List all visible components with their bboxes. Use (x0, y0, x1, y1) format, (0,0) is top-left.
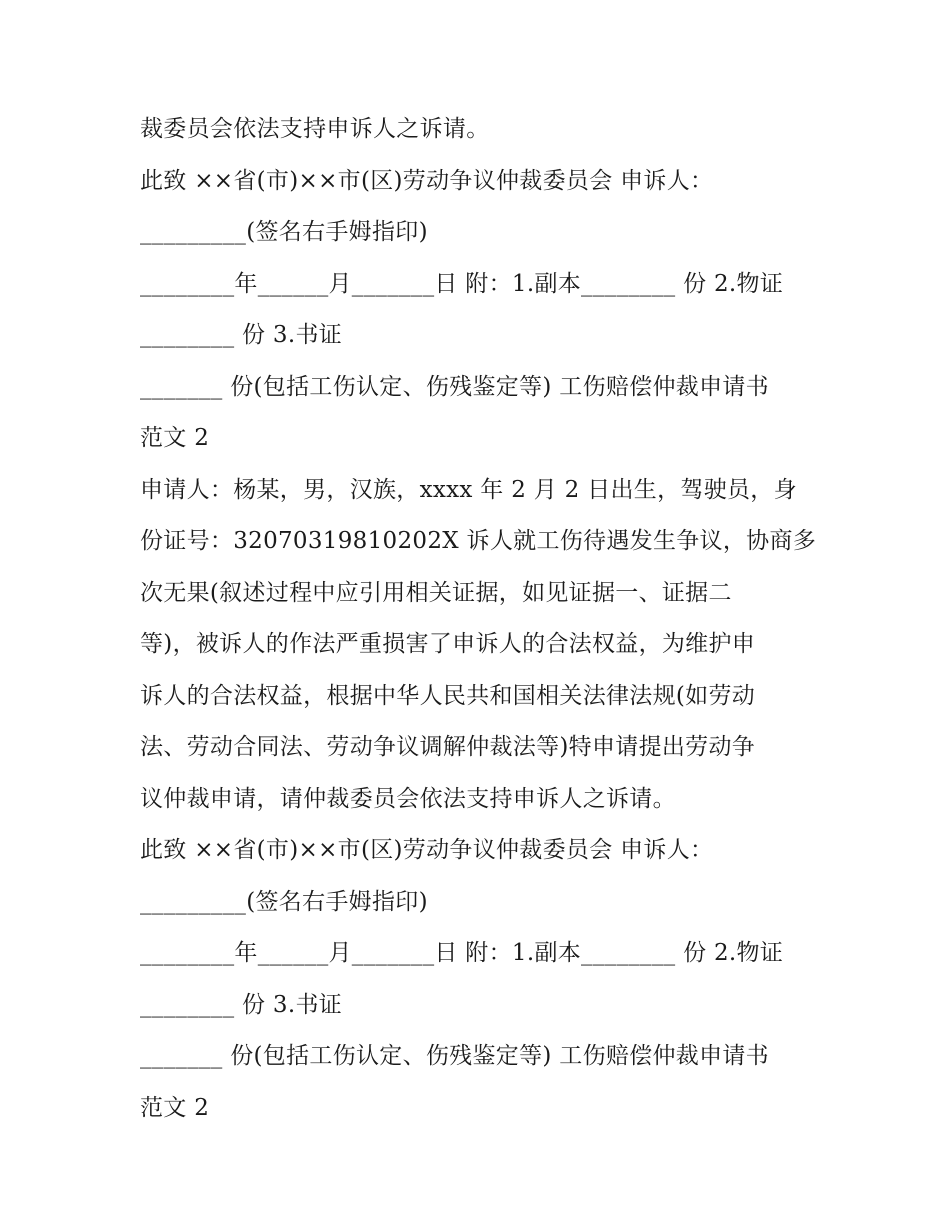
text-line: _________(签名右手姆指印) (140, 219, 428, 245)
text-line: _________(签名右手姆指印) (140, 888, 428, 915)
section-heading: 范文 2 (140, 425, 210, 451)
text-line: 诉人的合法权益，根据中华人民共和国相关法律法规(如劳动 (140, 682, 756, 709)
text-line: _______ 份(包括工伤认定、伤残鉴定等) 工伤赔偿仲裁申请书 (140, 1043, 769, 1069)
text-line: ________ 份 3.书证 (140, 991, 343, 1018)
text-line: 此致 ××省(市)××市(区)劳动争议仲裁委员会 申诉人： (140, 837, 714, 863)
text-line: ________年______月_______日 附：1.副本________ 份 2.物证 (140, 940, 784, 966)
text-line: 法、劳动合同法、劳动争议调解仲裁法等)特申请提出劳动争 (140, 734, 756, 760)
text-line: 等)，被诉人的作法严重损害了申诉人的合法权益，为维护申 (140, 631, 756, 657)
document-body (140, 104, 820, 1134)
text-line: 裁委员会依法支持申诉人之诉请。 (140, 116, 490, 142)
text-line: 申请人：杨某，男，汉族，xxxx 年 2 月 2 日出生，驾驶员，身 (140, 476, 797, 503)
text-line: ________年______月_______日 附：1.副本________ 份 2.物证 (140, 270, 784, 297)
text-line: _______ 份(包括工伤认定、伤残鉴定等) 工伤赔偿仲裁申请书 (140, 373, 769, 400)
text-line: ________ 份 3.书证 (140, 322, 343, 348)
text-line: 次无果(叙述过程中应引用相关证据，如见证据一、证据二 (140, 579, 732, 606)
text-line: 份证号：32070319810202X 诉人就工伤待遇发生争议，协商多 (140, 528, 817, 554)
text-line: 议仲裁申请，请仲裁委员会依法支持申诉人之诉请。 (140, 785, 676, 812)
section-heading: 范文 2 (140, 1094, 210, 1121)
text-line: 此致 ××省(市)××市(区)劳动争议仲裁委员会 申诉人： (140, 167, 714, 194)
